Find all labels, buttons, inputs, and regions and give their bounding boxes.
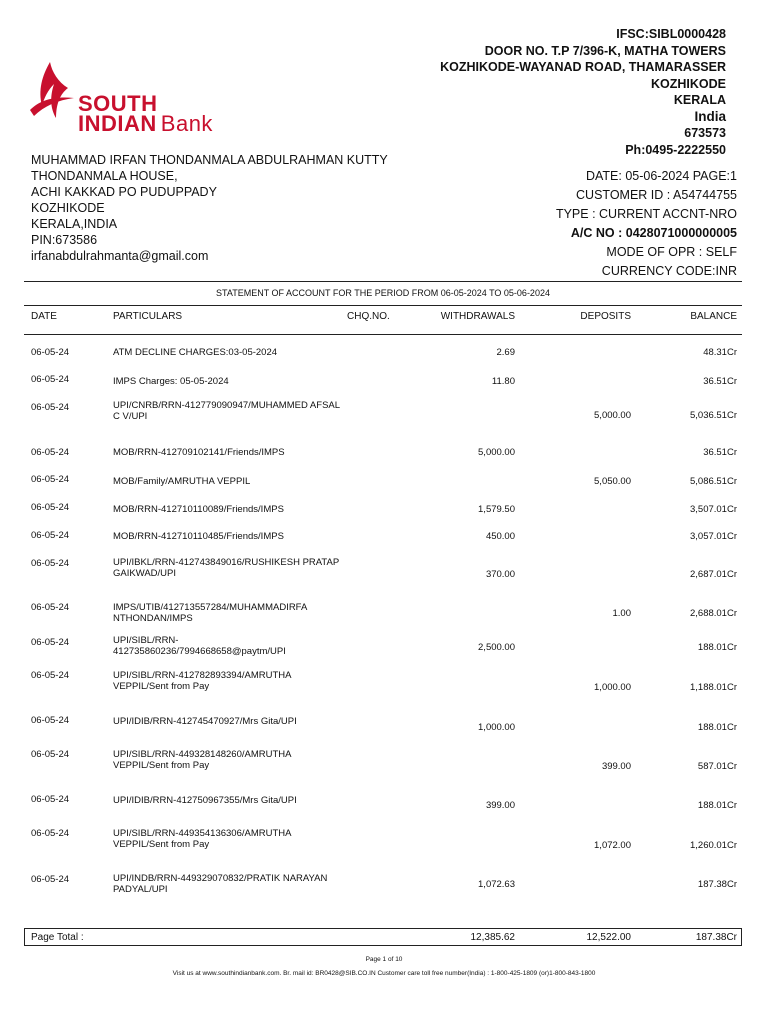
row-particulars: UPI/IDIB/RRN-412750967355/Mrs Gita/UPI <box>113 795 297 806</box>
row-date: 06-05-24 <box>31 670 70 681</box>
row-particulars: MOB/RRN-412709102141/Friends/IMPS <box>113 447 285 458</box>
row-date: 06-05-24 <box>31 637 70 648</box>
page-total-label: Page Total : <box>31 932 84 943</box>
branch-state: KERALA <box>673 93 726 107</box>
row-date: 06-05-24 <box>31 374 70 385</box>
row-particulars: UPI/CNRB/RRN-412779090947/MUHAMMED AFSAL C V/UPI <box>113 400 340 422</box>
row-date: 06-05-24 <box>31 749 70 760</box>
branch-city: KOZHIKODE <box>651 76 726 91</box>
customer-address <box>31 152 388 264</box>
row-withdrawal: 5,000.00 <box>478 447 515 458</box>
row-date: 06-05-24 <box>31 828 70 839</box>
row-date: 06-05-24 <box>31 874 70 885</box>
branch-address-line2: KOZHIKODE-WAYANAD ROAD, THAMARASSER <box>440 60 726 74</box>
row-particulars: MOB/RRN-412710110485/Friends/IMPS <box>113 531 284 542</box>
row-withdrawal: 2,500.00 <box>478 642 515 653</box>
row-balance: 36.51Cr <box>703 376 737 387</box>
currency-code: CURRENCY CODE:INR <box>601 264 737 278</box>
customer-pin: PIN:673586 <box>31 233 98 247</box>
row-deposit: 1,072.00 <box>594 840 631 851</box>
page-total-deposits: 12,522.00 <box>586 932 631 943</box>
customer-state-country: KERALA,INDIA <box>31 217 118 231</box>
row-withdrawal: 1,579.50 <box>478 504 515 515</box>
row-particulars: UPI/SIBL/RRN- 412735860236/7994668658@paytm/UPI <box>113 635 286 657</box>
row-particulars: MOB/Family/AMRUTHA VEPPIL <box>113 476 251 487</box>
statement-date-page: DATE: 05-06-2024 PAGE:1 <box>585 169 737 183</box>
row-particulars: ATM DECLINE CHARGES:03-05-2024 <box>113 347 278 358</box>
divider <box>24 945 742 946</box>
header-deposits: DEPOSITS <box>580 311 631 322</box>
customer-id: CUSTOMER ID : A54744755 <box>576 188 737 202</box>
divider <box>741 929 742 945</box>
page-total-balance: 187.38Cr <box>695 932 737 943</box>
header-chqno: CHQ.NO. <box>347 311 390 322</box>
header-balance: BALANCE <box>690 311 737 322</box>
row-withdrawal: 450.00 <box>485 531 515 542</box>
logo-line-bank: Bank <box>160 111 213 136</box>
header-withdrawals: WITHDRAWALS <box>440 311 515 322</box>
row-balance: 3,507.01Cr <box>689 504 737 515</box>
row-particulars: UPI/SIBL/RRN-449354136306/AMRUTHA VEPPIL/Sent from Pay <box>113 828 291 850</box>
logo-line-south: SOUTH <box>78 91 158 116</box>
row-particulars: UPI/IDIB/RRN-412745470927/Mrs Gita/UPI <box>113 716 297 727</box>
row-withdrawal: 399.00 <box>485 800 515 811</box>
bank-logo-wordmark <box>78 91 213 136</box>
row-withdrawal: 2.69 <box>496 347 515 358</box>
account-type: TYPE : CURRENT ACCNT-NRO <box>555 207 737 221</box>
customer-email: irfanabdulrahmanta@gmail.com <box>31 249 209 263</box>
account-number: A/C NO : 0428071000000005 <box>570 226 737 240</box>
row-deposit: 5,000.00 <box>594 410 631 421</box>
row-particulars: UPI/SIBL/RRN-449328148260/AMRUTHA VEPPIL/Sent from Pay <box>113 749 291 771</box>
row-withdrawal: 1,000.00 <box>478 722 515 733</box>
row-date: 06-05-24 <box>31 558 70 569</box>
row-balance: 587.01Cr <box>697 761 737 772</box>
statement-period: STATEMENT OF ACCOUNT FOR THE PERIOD FROM 06-05-2024 TO 05-06-2024 <box>216 288 550 298</box>
row-withdrawal: 11.80 <box>491 376 515 387</box>
row-date: 06-05-24 <box>31 347 70 358</box>
row-withdrawal: 1,072.63 <box>478 879 515 890</box>
row-date: 06-05-24 <box>31 447 70 458</box>
row-date: 06-05-24 <box>31 502 70 513</box>
branch-country: India <box>694 108 726 124</box>
statement-meta <box>556 167 737 281</box>
row-date: 06-05-24 <box>31 530 70 541</box>
row-deposit: 5,050.00 <box>594 476 631 487</box>
row-balance: 48.31Cr <box>703 347 737 358</box>
row-balance: 36.51Cr <box>703 447 737 458</box>
row-balance: 2,687.01Cr <box>689 569 737 580</box>
mode-of-operation: MODE OF OPR : SELF <box>606 245 737 259</box>
row-particulars: UPI/SIBL/RRN-412782893394/AMRUTHA VEPPIL/Sent from Pay <box>113 670 291 692</box>
row-particulars: UPI/IBKL/RRN-412743849016/RUSHIKESH PRATAP GAIKWAD/UPI <box>113 557 339 579</box>
divider <box>24 281 742 282</box>
row-balance: 188.01Cr <box>697 722 737 733</box>
customer-name: MUHAMMAD IRFAN THONDANMALA ABDULRAHMAN KUTTY <box>31 153 388 167</box>
page-total-withdrawals: 12,385.62 <box>470 932 515 943</box>
branch-pin: 673573 <box>684 126 726 140</box>
divider <box>24 929 25 945</box>
row-balance: 2,688.01Cr <box>689 608 737 619</box>
branch-address <box>440 26 726 158</box>
row-date: 06-05-24 <box>31 715 70 726</box>
bank-logo <box>28 60 268 140</box>
branch-ifsc: IFSC:SIBL0000428 <box>616 27 726 41</box>
row-balance: 5,086.51Cr <box>689 476 737 487</box>
row-date: 06-05-24 <box>31 602 70 613</box>
branch-address-line1: DOOR NO. T.P 7/396-K, MATHA TOWERS <box>484 43 726 58</box>
row-deposit: 1,000.00 <box>594 682 631 693</box>
row-balance: 188.01Cr <box>697 800 737 811</box>
row-particulars: MOB/RRN-412710110089/Friends/IMPS <box>113 504 284 515</box>
divider <box>24 928 742 929</box>
customer-address1: THONDANMALA HOUSE, <box>31 169 178 183</box>
row-balance: 188.01Cr <box>697 642 737 653</box>
branch-phone: Ph:0495-2222550 <box>625 142 726 157</box>
row-particulars: UPI/INDB/RRN-449329070832/PRATIK NARAYAN PADYAL/UPI <box>113 873 328 895</box>
footer-contact: Visit us at www.southindianbank.com. Br. mail id: BR0428@SIB.CO.IN Customer care toll free number(India) : 1-800-425-1809 (or)1-800-843-1800 <box>172 970 596 977</box>
logo-line-indian: INDIAN <box>78 111 157 136</box>
row-date: 06-05-24 <box>31 794 70 805</box>
customer-address2: ACHI KAKKAD PO PUDUPPADY <box>31 185 217 199</box>
row-date: 06-05-24 <box>31 474 70 485</box>
row-balance: 187.38Cr <box>697 879 737 890</box>
row-withdrawal: 370.00 <box>485 569 515 580</box>
row-balance: 1,188.01Cr <box>689 682 737 693</box>
row-particulars: IMPS/UTIB/412713557284/MUHAMMADIRFA NTHONDAN/IMPS <box>113 602 307 624</box>
row-deposit: 1.00 <box>612 608 631 619</box>
divider <box>24 305 742 306</box>
customer-city: KOZHIKODE <box>31 201 105 215</box>
page-number: Page 1 of 10 <box>365 956 403 963</box>
row-balance: 1,260.01Cr <box>689 840 737 851</box>
row-particulars: IMPS Charges: 05-05-2024 <box>113 376 229 387</box>
row-balance: 3,057.01Cr <box>689 531 737 542</box>
row-deposit: 399.00 <box>601 761 631 772</box>
divider <box>24 334 742 335</box>
header-date: DATE <box>31 311 57 322</box>
row-date: 06-05-24 <box>31 402 70 413</box>
header-particulars: PARTICULARS <box>113 311 183 322</box>
row-balance: 5,036.51Cr <box>689 410 737 421</box>
